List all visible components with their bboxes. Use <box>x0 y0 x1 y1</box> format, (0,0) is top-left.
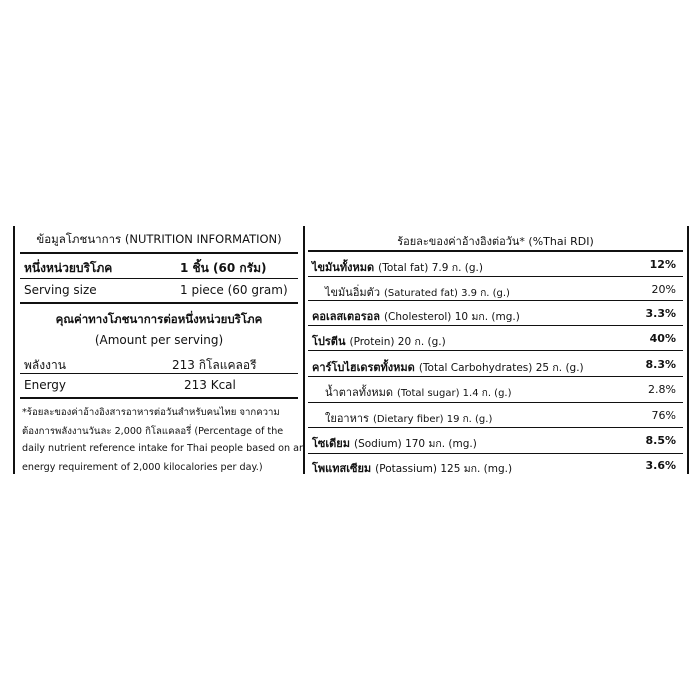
nutrient-percent: 12% <box>649 258 676 271</box>
nutrient-name-en: (Saturated fat) 3.9 ก. (g.) <box>384 288 510 299</box>
nutrient-name-en: (Total fat) 7.9 ก. (g.) <box>378 262 483 274</box>
footnote-line: energy requirement of 2,000 kilocalories per day.) <box>22 462 263 473</box>
footnote-line: *ร้อยละของค่าอ้างอิงสารอาหารต่อวันสำหรับคนไทย จากความ <box>22 407 280 418</box>
nutrient-name-th: น้ำตาลทั้งหมด <box>325 386 394 399</box>
nutrient-name-en: (Protein) 20 ก. (g.) <box>349 336 446 348</box>
nutrient-name-th: คาร์โบไฮเดรตทั้งหมด <box>312 361 415 374</box>
nutrient-name-en: (Dietary fiber) 19 ก. (g.) <box>372 414 493 425</box>
right-title-rule <box>308 250 683 252</box>
nutrient-percent: 8.3% <box>645 358 676 371</box>
nutrient-name-en: (Sodium) 170 มก. (mg.) <box>353 438 477 450</box>
center-divider <box>303 226 305 474</box>
nutrient-percent: 76% <box>651 409 676 422</box>
nutrient-name <box>325 409 492 427</box>
right-border <box>687 226 689 474</box>
nutrient-name <box>312 358 584 376</box>
amount-heading-th: คุณค่าทางโภชนาการต่อหนึ่งหน่วยบริโภค <box>55 312 263 326</box>
nutrient-percent: 3.6% <box>645 459 676 472</box>
left-border <box>13 226 15 474</box>
nutrient-name <box>325 383 512 401</box>
nutrient-name <box>312 332 446 350</box>
nutrient-name <box>325 283 510 301</box>
footnote-line: ต้องการพลังงานวันละ 2,000 กิโลแคลอรี่ (Percentage of the <box>22 426 284 437</box>
energy-value-th: 213 กิโลแคลอรี <box>172 358 257 372</box>
energy-label-en: Energy <box>24 378 67 392</box>
nutrient-name <box>312 434 477 452</box>
nutrient-name-th: โพแทสเซียม <box>312 462 372 475</box>
nutrient-name <box>312 307 520 325</box>
right-row-rule <box>308 427 683 428</box>
nutrient-name <box>312 459 512 477</box>
amount-heading-en: (Amount per serving) <box>94 333 224 347</box>
right-row-rule <box>308 350 683 351</box>
serving-label-en: Serving size <box>24 283 97 297</box>
energy-label-th: พลังงาน <box>24 358 66 372</box>
nutrient-name-th: ไขมันทั้งหมด <box>312 261 375 274</box>
nutrient-percent: 40% <box>649 332 676 345</box>
nutrient-percent: 3.3% <box>645 307 676 320</box>
nutrition-title: ข้อมูลโภชนาการ (NUTRITION INFORMATION) <box>36 232 282 246</box>
nutrient-name-th: คอเลสเตอรอล <box>312 310 380 323</box>
footnote-line: daily nutrient reference intake for Thai people based on an <box>22 443 306 454</box>
energy-value-en: 213 Kcal <box>184 378 236 392</box>
serving-value-th: 1 ชิ้น (60 กรัม) <box>180 261 267 275</box>
right-row-rule <box>308 325 683 326</box>
right-row-rule <box>308 453 683 454</box>
nutrient-name-en: (Cholesterol) 10 มก. (mg.) <box>383 311 520 323</box>
nutrient-name-en: (Potassium) 125 มก. (mg.) <box>375 463 513 475</box>
left-title-rule <box>20 252 298 254</box>
nutrient-name-en: (Total Carbohydrates) 25 ก. (g.) <box>418 362 584 374</box>
left-energy-rule-2 <box>20 397 298 399</box>
nutrient-name <box>312 258 483 276</box>
right-row-rule <box>308 402 683 403</box>
nutrient-percent: 2.8% <box>648 383 676 396</box>
nutrient-name-th: ใยอาหาร <box>325 412 369 425</box>
nutrient-name-en: (Total sugar) 1.4 ก. (g.) <box>397 388 512 399</box>
rdi-title-text: ร้อยละของค่าอ้างอิงต่อวัน* (%Thai RDI) <box>397 235 594 248</box>
right-row-rule <box>308 276 683 277</box>
nutrient-name-th: โซเดียม <box>312 437 350 450</box>
right-row-rule <box>308 376 683 377</box>
nutrient-percent: 8.5% <box>645 434 676 447</box>
serving-value-en: 1 piece (60 gram) <box>180 283 288 297</box>
nutrient-name-th: ไขมันอิ่มตัว <box>325 286 380 299</box>
rdi-title <box>308 232 683 250</box>
serving-label-th: หนึ่งหน่วยบริโภค <box>24 261 113 275</box>
nutrient-name-th: โปรตีน <box>312 335 346 348</box>
left-serving-rule-1 <box>20 278 298 279</box>
nutrient-percent: 20% <box>651 283 676 296</box>
left-serving-rule-2 <box>20 302 298 304</box>
